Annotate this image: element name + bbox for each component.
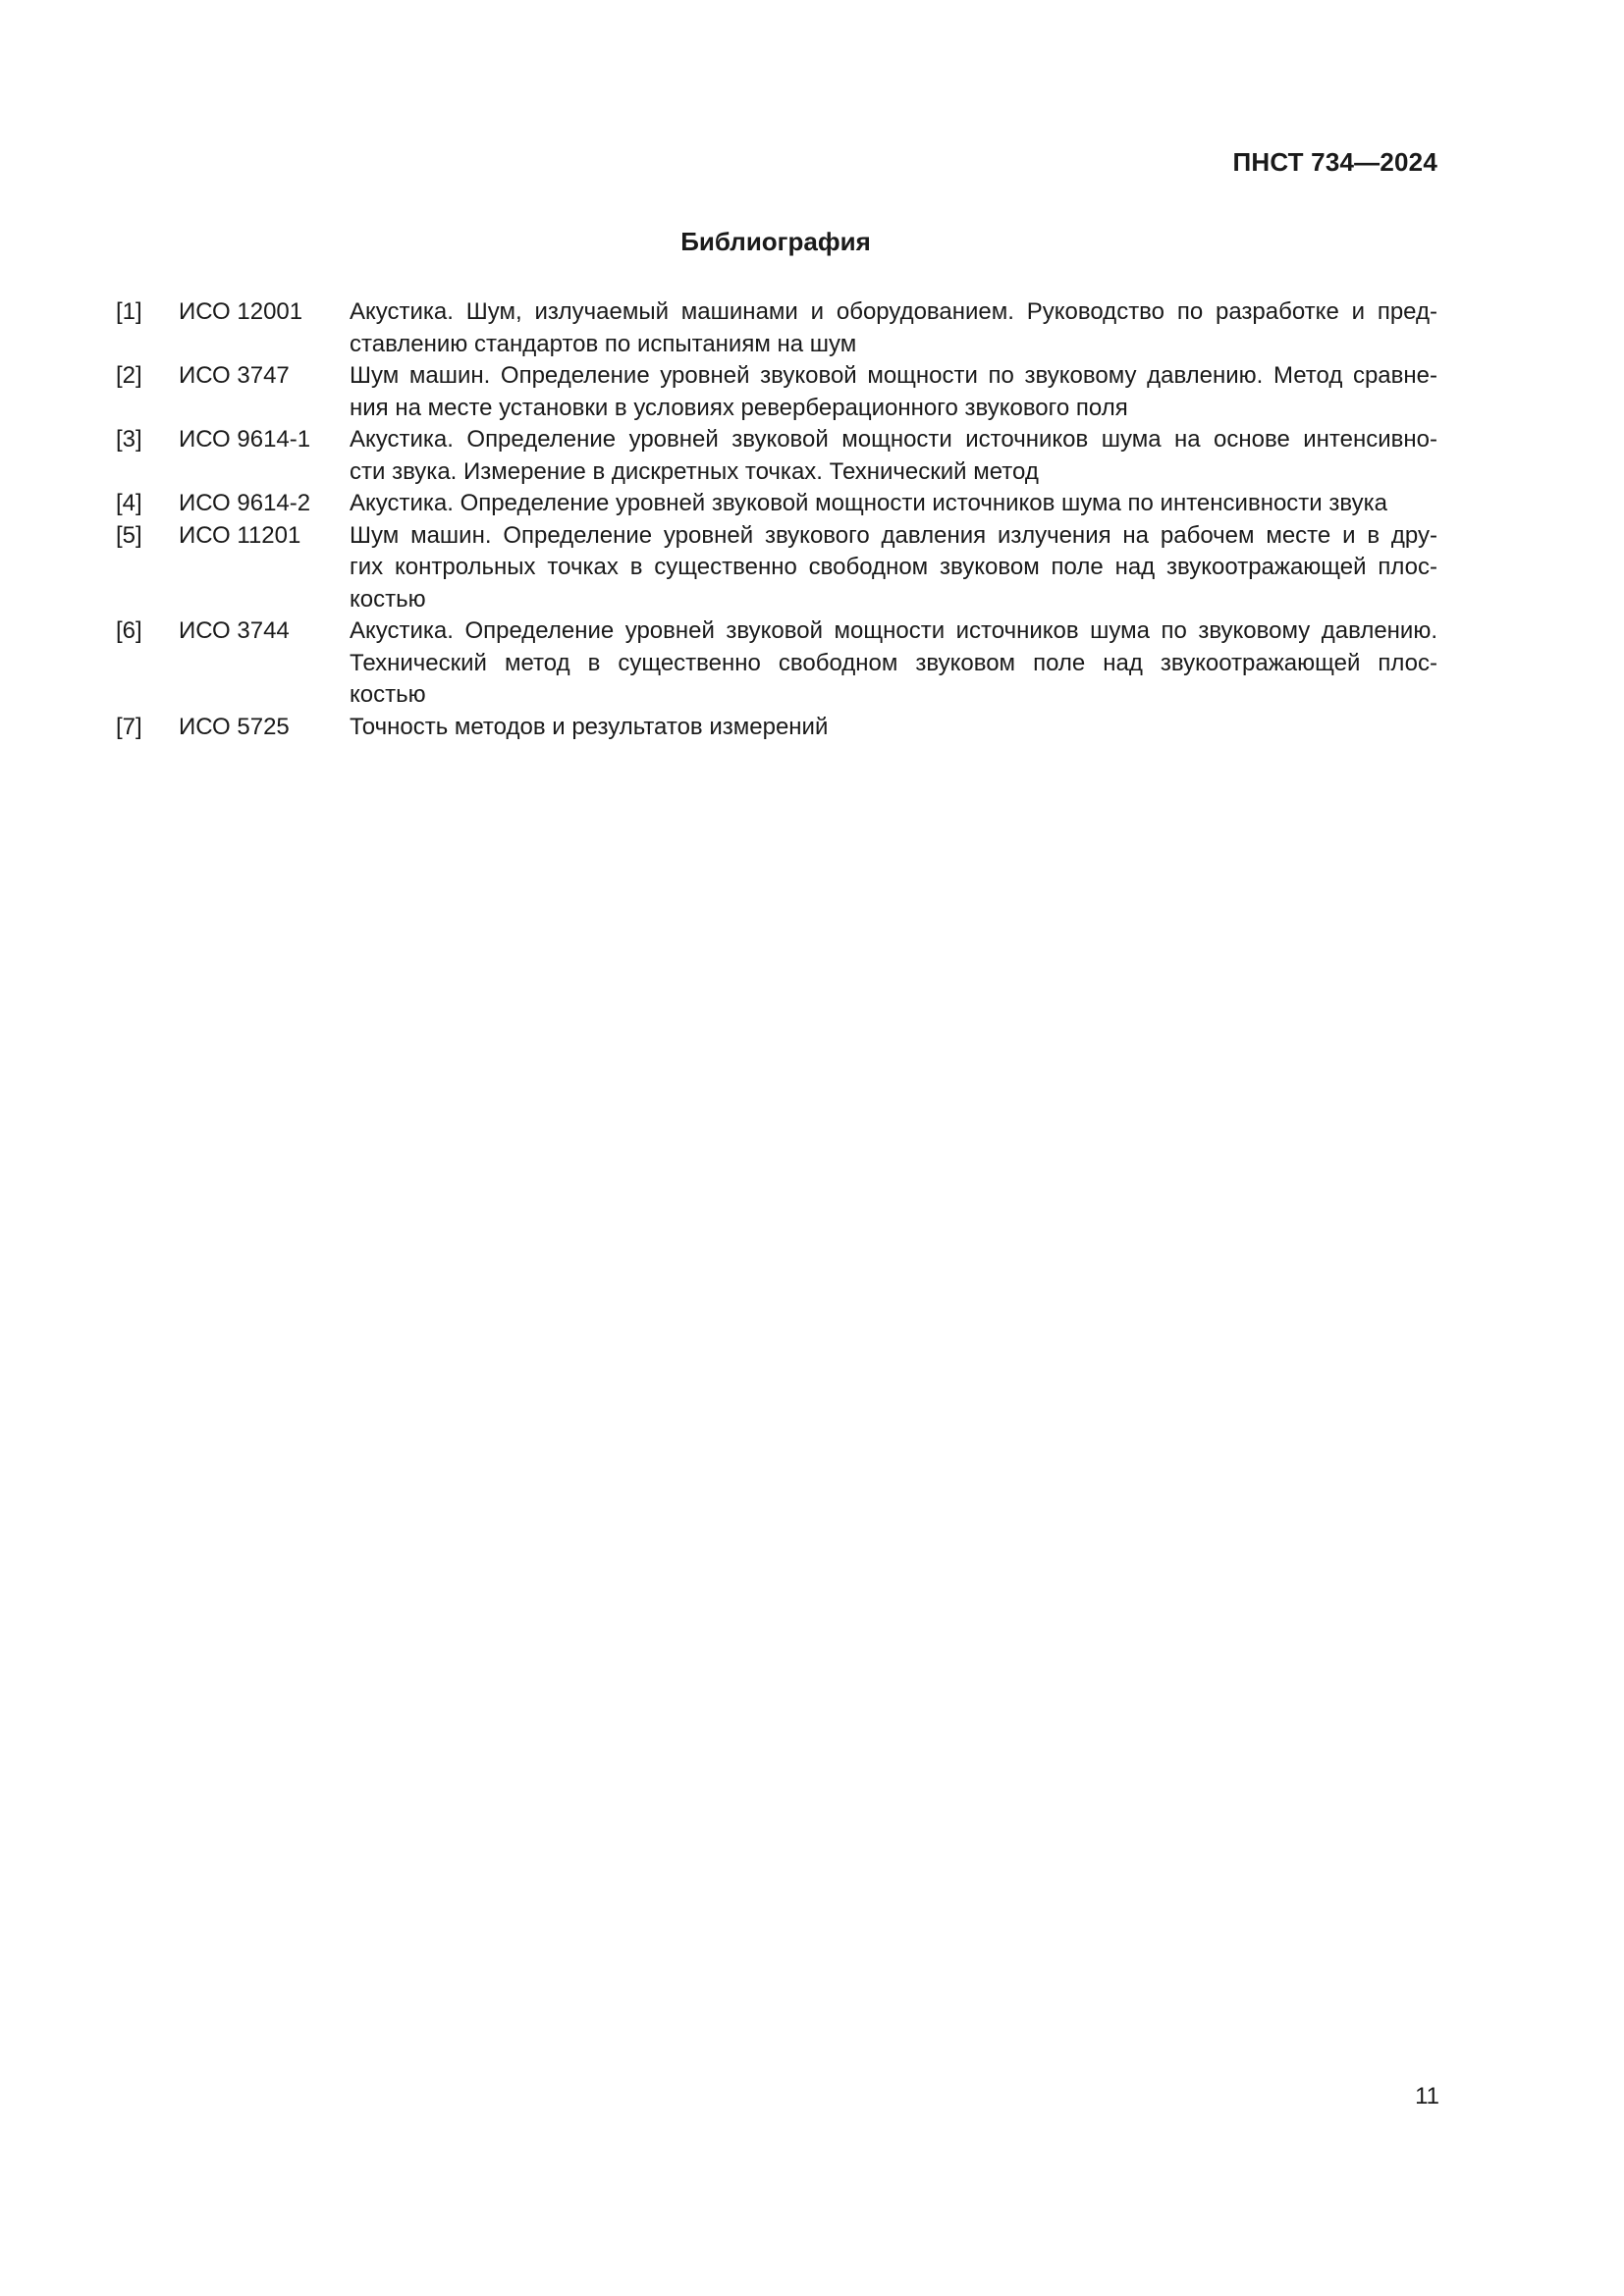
entry-number: [1]: [116, 298, 142, 325]
entry-title: [350, 712, 1437, 744]
bibliography-entry: [116, 615, 1437, 712]
bibliography-entry: [116, 360, 1437, 424]
entry-title-line: Шум машин. Определение уровней звуковой мощности по звуковому давлению. Метод сравне-: [350, 362, 1437, 389]
entry-title: [350, 360, 1437, 424]
entry-title: [350, 615, 1437, 712]
bibliography-entry: [116, 488, 1437, 520]
entry-number: [6]: [116, 617, 142, 644]
entry-standard-ref: ИСО 3744: [179, 617, 290, 644]
document-code: ПНСТ 734—2024: [1232, 147, 1437, 177]
entry-title-line: Технический метод в существенно свободном звуковом поле над звукоотражающей плос-: [350, 649, 1437, 676]
entry-title-line: Акустика. Определение уровней звуковой мощности источников шума по звуковому давлению.: [350, 617, 1437, 644]
page-number: 11: [1415, 2083, 1439, 2109]
entry-number: [2]: [116, 362, 142, 389]
entry-title-line: Акустика. Шум, излучаемый машинами и оборудованием. Руководство по разработке и пред-: [350, 298, 1437, 325]
entry-title: [350, 424, 1437, 488]
entry-number: [7]: [116, 713, 142, 740]
entry-title-line: гих контрольных точках в существенно свободном звуковом поле над звукоотражающей плос-: [350, 554, 1437, 580]
section-title: Библиография: [680, 227, 871, 256]
entry-title: [350, 296, 1437, 360]
entry-standard-ref: ИСО 5725: [179, 713, 290, 740]
bibliography-list: [116, 296, 1437, 743]
entry-standard-ref: ИСО 11201: [179, 521, 301, 549]
bibliography-entry: [116, 424, 1437, 488]
entry-title-line: костью: [350, 585, 426, 613]
entry-number: [4]: [116, 490, 142, 516]
entry-title-line: Акустика. Определение уровней звуковой мощности источников шума по интенсивности звука: [350, 490, 1387, 516]
entry-title-line: ставлению стандартов по испытаниям на шум: [350, 330, 857, 357]
entry-standard-ref: ИСО 12001: [179, 298, 303, 325]
entry-title-line: сти звука. Измерение в дискретных точках. Технический метод: [350, 457, 1039, 485]
entry-number: [3]: [116, 426, 142, 453]
entry-title-line: Акустика. Определение уровней звуковой мощности источников шума на основе интенсивно-: [350, 426, 1437, 453]
entry-number: [5]: [116, 521, 142, 549]
bibliography-entry: [116, 712, 1437, 744]
entry-standard-ref: ИСО 9614-1: [179, 426, 311, 453]
bibliography-entry: [116, 296, 1437, 360]
entry-standard-ref: ИСО 9614-2: [179, 490, 311, 516]
entry-title: [350, 488, 1437, 520]
entry-title-line: костью: [350, 681, 426, 708]
bibliography-entry: [116, 520, 1437, 616]
entry-title: [350, 520, 1437, 616]
entry-standard-ref: ИСО 3747: [179, 362, 290, 389]
entry-title-line: Шум машин. Определение уровней звукового давления излучения на рабочем месте и в дру-: [350, 521, 1437, 549]
entry-title-line: Точность методов и результатов измерений: [350, 713, 829, 740]
entry-title-line: ния на месте установки в условиях реверберационного звукового поля: [350, 394, 1128, 421]
